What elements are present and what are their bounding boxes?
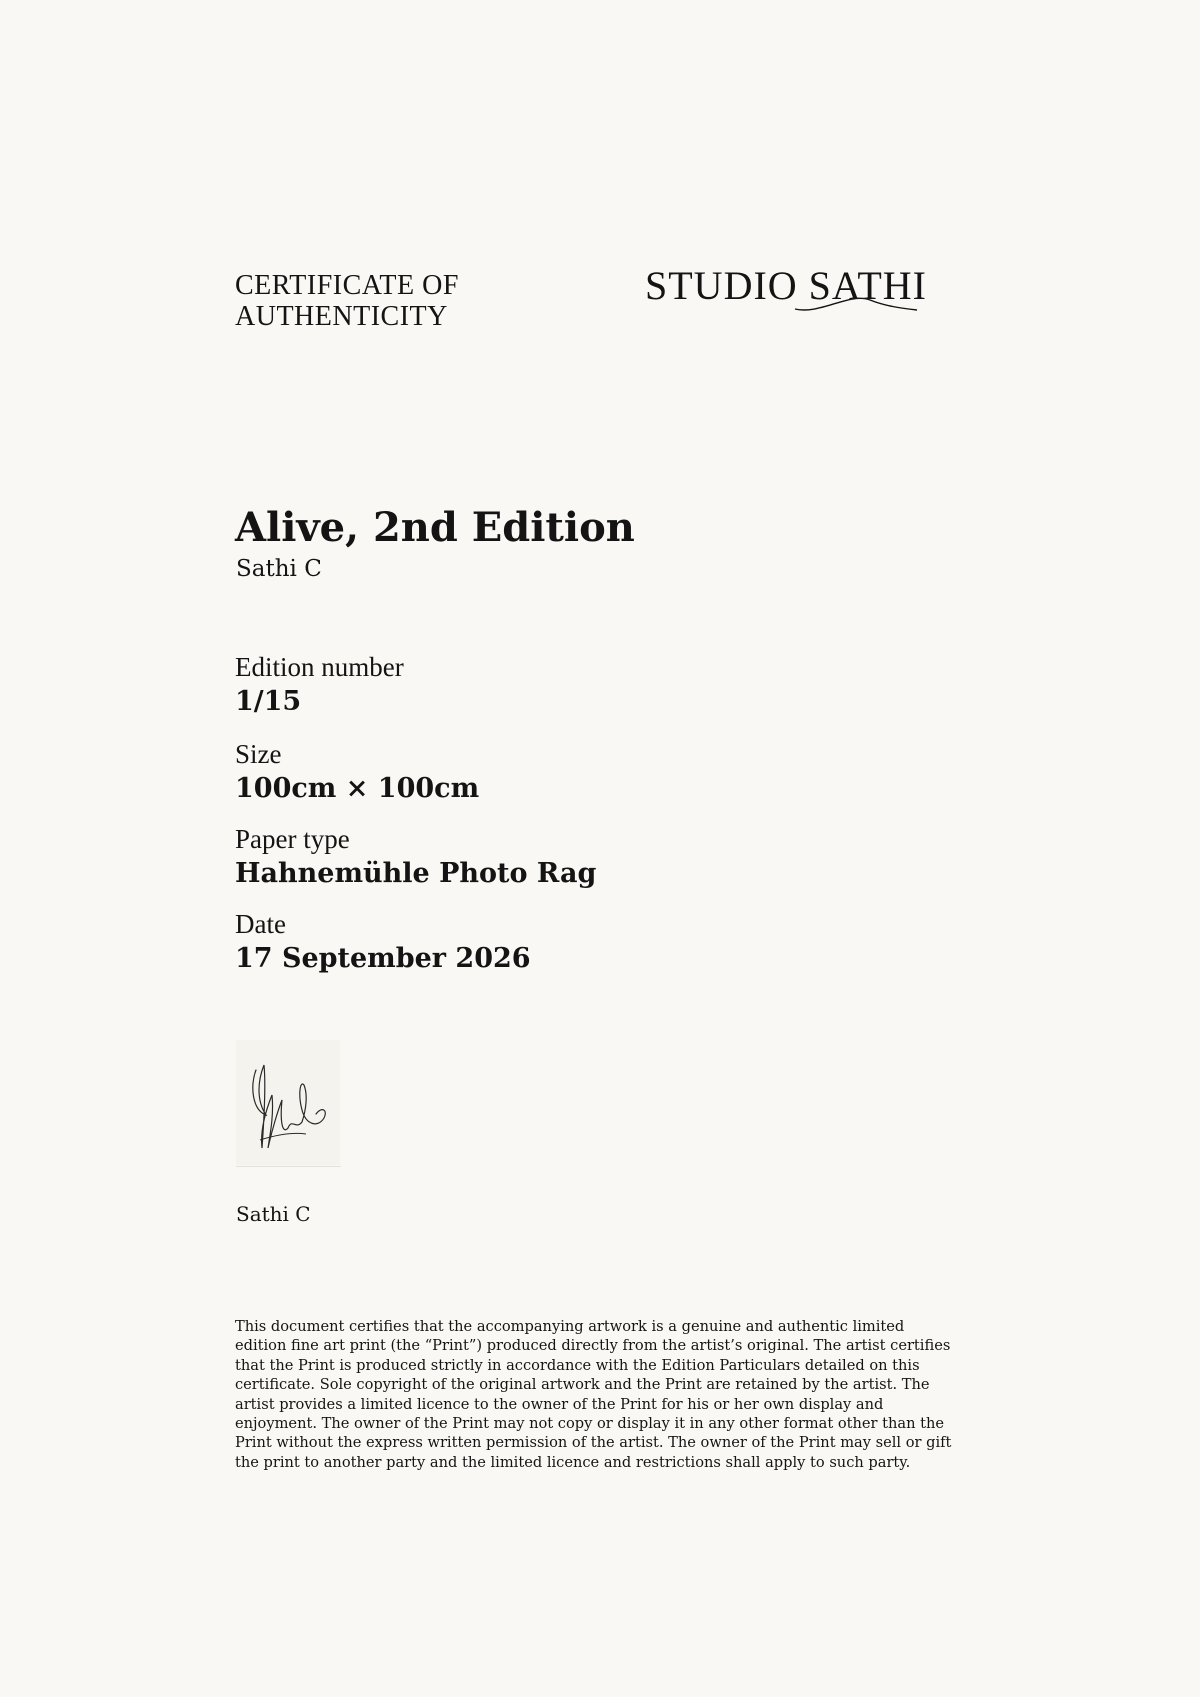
paper-type-label: Paper type: [235, 824, 350, 854]
legal-statement: This document certifies that the accompanying artwork is a genuine and authentic limited edition fine art print (the “Print”) produced directly from the artist’s original. The artist certifies that the Print is produced strictly in accordance with the Edition Particulars detailed on this certificate. Sole copyright of the original artwork and the Print are retained by the artist. The artist provides a limited licence to the owner of the Print for his or her own display and enjoyment. The owner of the Print may not copy or display it in any other format other than the Print without the express written permission of the artist. The owner of the Print may sell or gift the print to another party and the limited licence and restrictions shall apply to such party.: [235, 1318, 952, 1471]
artist-name: Sathi C: [236, 556, 322, 582]
handwritten-signature-icon: [236, 1040, 340, 1165]
signature-name: Sathi C: [236, 1202, 311, 1226]
paper-type-value: Hahnemühle Photo Rag: [235, 858, 597, 889]
signature-divider: [236, 1166, 341, 1167]
edition-number-label: Edition number: [235, 652, 404, 682]
certificate-heading: [235, 270, 459, 332]
size-label: Size: [235, 739, 282, 769]
date-label: Date: [235, 909, 286, 939]
size-value: 100cm × 100cm: [235, 773, 480, 804]
logo-flourish-icon: [645, 262, 925, 322]
date-value: 17 September 2026: [235, 943, 531, 974]
edition-number-value: 1/15: [235, 686, 302, 717]
heading-line-1: CERTIFICATE OF: [235, 270, 459, 301]
studio-logo: [645, 262, 925, 322]
heading-line-2: AUTHENTICITY: [235, 301, 448, 332]
artwork-title: Alive, 2nd Edition: [235, 504, 635, 551]
signature-image: [236, 1040, 340, 1165]
logo-text: STUDIO SATHI: [645, 263, 927, 308]
